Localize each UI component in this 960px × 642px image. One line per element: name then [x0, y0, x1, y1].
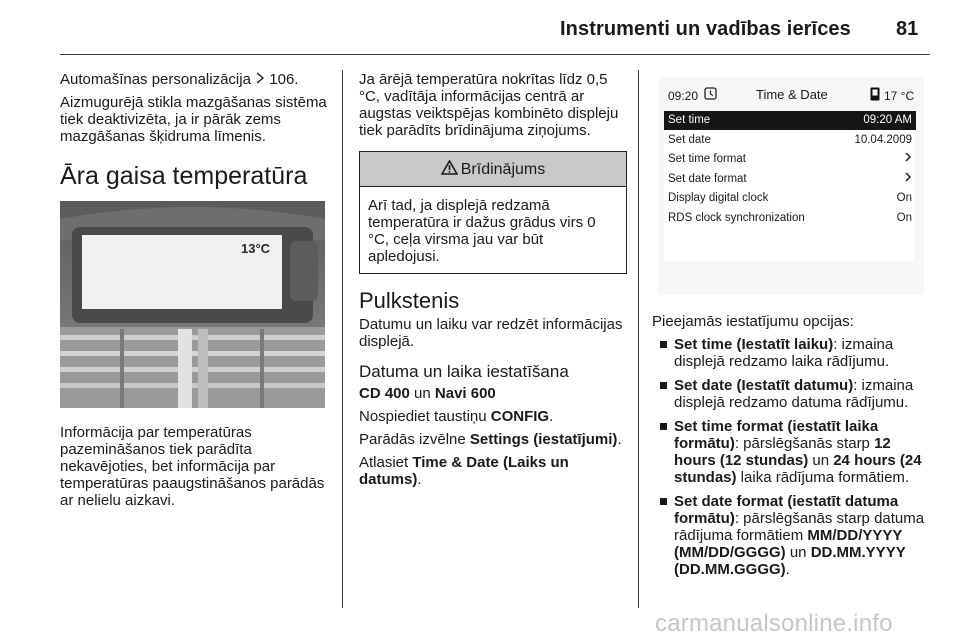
screen-menu-row-label: Set date — [668, 133, 711, 146]
screen-clock: 09:20 — [668, 89, 699, 103]
chevron-right-icon — [904, 171, 912, 188]
screen-menu-row-label: Set time — [668, 114, 711, 126]
model-line: CD 400 un Navi 600 — [359, 385, 496, 402]
bullet-icon — [660, 341, 667, 348]
option-item-time-format: Set time format (iestatīt laika formātu): pārslēgšanās starp 12 hours (12 stundas) un 24 hours (24 stundas) laika rādījuma formātiem. — [652, 418, 930, 486]
clock-icon — [704, 87, 717, 105]
column-middle — [359, 71, 627, 494]
option-item-date-format: Set date format (iestatīt datuma formātu): pārslēgšanās starp datuma rādījuma formātiem MM/DD/YYYY (MM/DD/GGGG) un DD.MM.YYYY (DD.MM.GGGG). — [652, 493, 930, 578]
warning-header — [360, 152, 626, 187]
column-divider-2 — [638, 70, 639, 608]
screen-menu-row-value: On — [896, 192, 912, 205]
warning-title: Brīdinājums — [460, 160, 546, 178]
clock-description: Datumu un laiku var redzēt informācijas displejā. — [359, 316, 623, 350]
timedate-screen-image — [658, 77, 924, 295]
svg-text:13°C: 13°C — [241, 241, 271, 256]
warning-body: Arī tad, ja displejā redzamā temperatūra ir dažus grādus virs 0 °C, ceļa virsma jau var būt apledojusi. — [368, 197, 596, 265]
header-divider — [60, 54, 930, 55]
options-list — [652, 336, 930, 578]
screen-menu-row[interactable] — [664, 170, 916, 189]
select-timedate-line: Atlasiet Time & Date (Laiks un datums). — [359, 454, 569, 488]
option-item-set-time: Set time (Iestatīt laiku): izmaina displejā redzamo laika rādījumu. — [652, 336, 930, 370]
chevron-right-icon — [904, 151, 912, 168]
press-config-line: Nospiediet taustiņu CONFIG. — [359, 408, 554, 425]
screen-menu-row[interactable] — [664, 209, 916, 228]
washer-paragraph: Aizmugurējā stikla mazgāšanas sistēma tiek deaktivizēta, ja ir pārāk zems mazgāšanas šķidruma līmenis. — [60, 94, 327, 145]
screen-menu-row-label: Set date format — [668, 172, 747, 185]
page-header-title: Instrumenti un vadības ierīces — [560, 18, 851, 40]
screen-temperature: 17 °C — [884, 89, 915, 103]
screen-menu-row[interactable] — [664, 189, 916, 208]
screen-menu-row[interactable] — [664, 111, 916, 130]
watermark: carmanualsonline.info — [655, 610, 893, 637]
temperature-caption: Informācija par temperatūras pazemināšanos tiek parādīta nekavējoties, bet informācija par temperatūras paaugstināšanos parādās ar nelielu aizkavi. — [60, 424, 325, 509]
screen-menu-row-label: RDS clock synchronization — [668, 212, 805, 224]
screen-title: Time & Date — [756, 87, 828, 102]
screen-menu-row-label: Display digital clock — [668, 192, 769, 205]
section-title-outside-temp: Āra gaisa temperatūra — [60, 162, 308, 190]
option-item-set-date: Set date (Iestatīt datumu): izmaina displejā redzamo datuma rādījumu. — [652, 377, 930, 411]
column-left — [60, 71, 328, 515]
phone-icon — [870, 87, 880, 106]
screen-menu-row-label: Set time format — [668, 153, 746, 166]
screen-status-bar — [664, 85, 916, 105]
personalization-reference: Automašīnas personalizācija 106. — [60, 71, 299, 88]
column-divider-1 — [342, 70, 343, 608]
subsection-title-datetime: Datuma un laika iestatīšana — [359, 362, 569, 381]
bullet-icon — [660, 498, 667, 505]
section-title-clock: Pulkstenis — [359, 288, 460, 313]
screen-menu-row-value: 09:20 AM — [863, 114, 912, 126]
column-right — [652, 71, 930, 585]
cross-reference-arrow-icon — [255, 71, 269, 88]
screen-menu — [664, 111, 914, 261]
screen-menu-row-value: 10.04.2009 — [854, 133, 912, 146]
warning-triangle-icon — [441, 160, 458, 179]
warning-box — [359, 151, 627, 274]
settings-menu-line: Parādās izvēlne Settings (iestatījumi). — [359, 431, 622, 448]
ice-warning-intro: Ja ārējā temperatūra nokrītas līdz 0,5 °C, vadītāja informācijas centrā ar augstas veiktspējas kombinēto displeju tiek parādīts brīdinājuma ziņojums. — [359, 71, 619, 139]
bullet-icon — [660, 423, 667, 430]
screen-menu-row[interactable] — [664, 131, 916, 150]
instrument-display-photo — [60, 201, 325, 408]
page-number: 81 — [896, 18, 919, 40]
bullet-icon — [660, 382, 667, 389]
screen-menu-row-value: On — [896, 212, 912, 224]
options-intro: Pieejamās iestatījumu opcijas: — [652, 313, 854, 330]
screen-menu-row[interactable] — [664, 150, 916, 169]
